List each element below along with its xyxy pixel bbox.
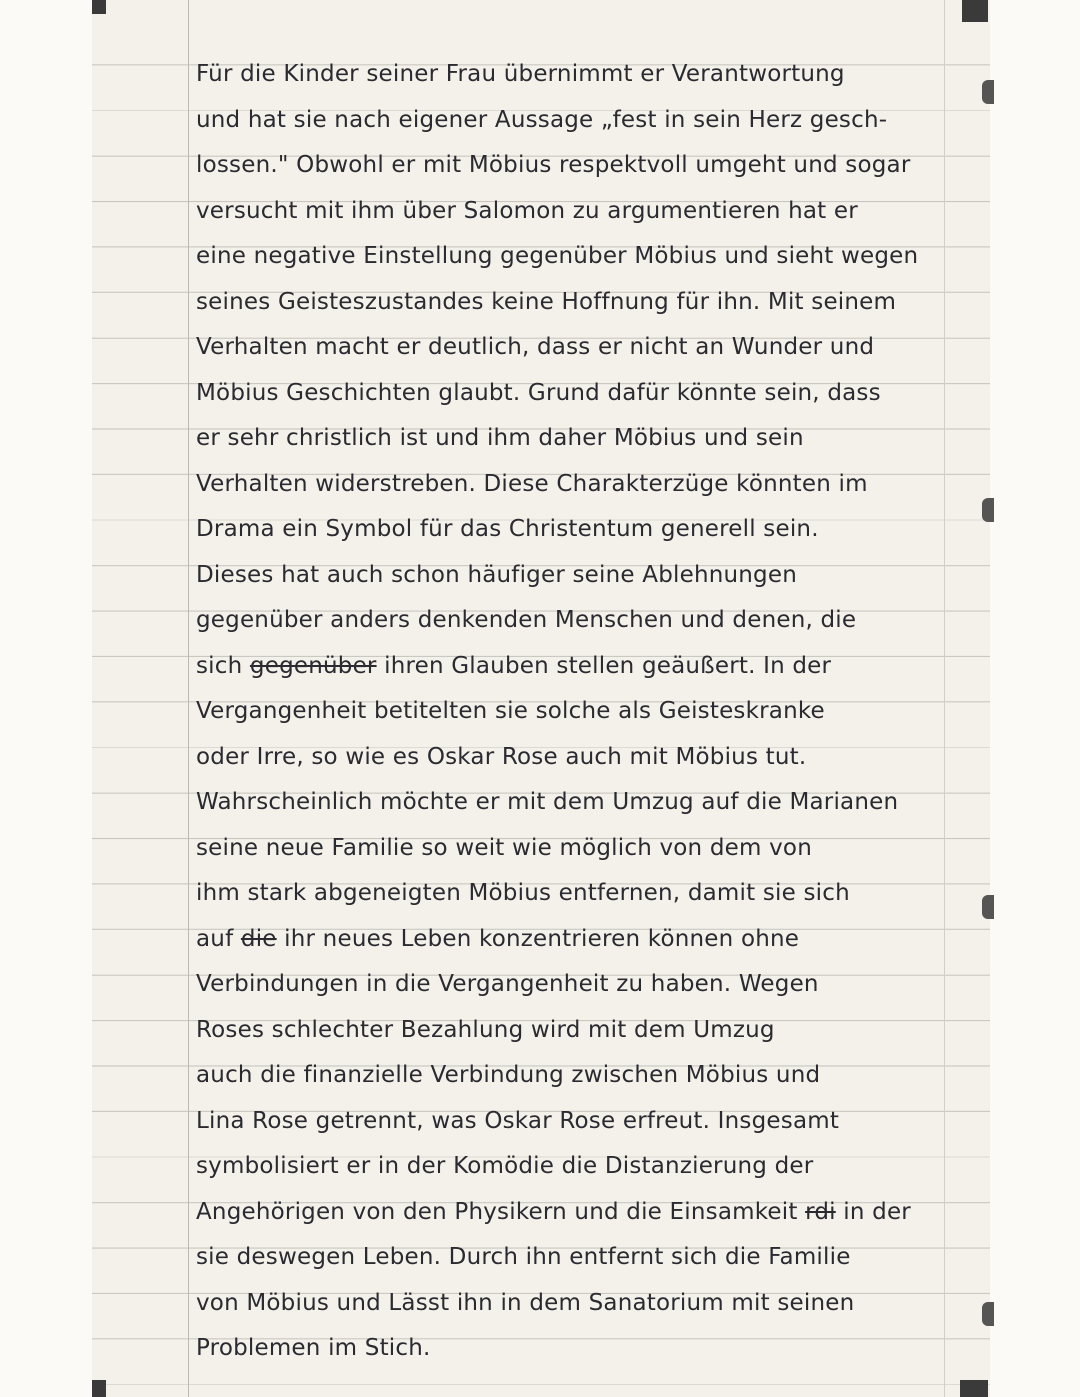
text-segment: Möbius Geschichten glaubt. Grund dafür könnte sein, dass [196, 379, 881, 406]
corner-marker [960, 1380, 988, 1397]
text-line [196, 1144, 946, 1190]
text-segment: Problemen im Stich. [196, 1335, 431, 1361]
text-segment: Angehörigen von den Physikern und die Einsamkeit [196, 1198, 806, 1225]
text-segment: Drama ein Symbol für das Christentum generell sein. [196, 516, 819, 542]
text-line [196, 780, 946, 826]
text-line [196, 143, 946, 189]
text-line [196, 1008, 946, 1054]
text-line [196, 280, 946, 326]
text-line [196, 325, 946, 371]
text-segment: versucht mit ihm über Salomon zu argumentieren hat er [196, 197, 858, 224]
text-line [196, 462, 946, 508]
text-line [196, 371, 946, 417]
text-segment: Dieses hat auch schon häufiger seine Ablehnungen [196, 561, 797, 588]
text-segment: auch die finanzielle Verbindung zwischen Möbius und [196, 1062, 821, 1088]
text-line [196, 553, 946, 599]
text-line [196, 52, 946, 98]
text-line [196, 917, 946, 963]
text-segment: seines Geisteszustandes keine Hoffnung für ihn. Mit seinem [196, 288, 897, 315]
text-line [196, 871, 946, 917]
binder-hole [982, 1302, 994, 1326]
text-line [196, 416, 946, 462]
text-segment: Roses schlechter Bezahlung wird mit dem Umzug [196, 1016, 775, 1043]
text-segment: in der [835, 1198, 911, 1225]
binder-hole [982, 80, 994, 104]
text-segment: ihren Glauben stellen geäußert. In der [376, 652, 832, 679]
struck-word: die [240, 925, 277, 952]
text-segment: lossen." Obwohl er mit Möbius respektvoll umgeht und sogar [196, 152, 911, 178]
text-line [196, 598, 946, 644]
text-segment: seine neue Familie so weit wie möglich von dem von [196, 834, 812, 861]
text-line [196, 1235, 946, 1281]
text-segment: Verhalten macht er deutlich, dass er nicht an Wunder und [196, 334, 875, 360]
text-line [196, 644, 946, 690]
text-segment: Lina Rose getrennt, was Oskar Rose erfreut. Insgesamt [196, 1107, 840, 1134]
struck-word: rdi [805, 1198, 836, 1225]
text-segment: Verhalten widerstreben. Diese Charakterzüge könnten im [196, 470, 868, 497]
binder-hole [982, 895, 994, 919]
text-line [196, 1190, 946, 1236]
text-segment: Für die Kinder seiner Frau übernimmt er Verantwortung [196, 61, 845, 87]
text-line [196, 189, 946, 235]
margin-line [188, 0, 189, 1397]
corner-marker [92, 0, 106, 14]
text-segment: ihr neues Leben konzentrieren können ohne [276, 925, 800, 952]
text-line [196, 1281, 946, 1327]
text-line [196, 507, 946, 553]
text-segment: symbolisiert er in der Komödie die Distanzierung der [196, 1153, 814, 1179]
corner-marker [92, 1380, 106, 1397]
text-line [196, 1053, 946, 1099]
handwritten-text [196, 52, 946, 1372]
text-segment: gegenüber anders denkenden Menschen und denen, die [196, 607, 857, 633]
text-line [196, 98, 946, 144]
text-segment: er sehr christlich ist und ihm daher Möbius und sein [196, 425, 804, 451]
text-line [196, 962, 946, 1008]
text-segment: sie deswegen Leben. Durch ihn entfernt sich die Familie [196, 1244, 851, 1270]
binder-hole [982, 498, 994, 522]
text-segment: und hat sie nach eigener Aussage „fest in sein Herz gesch- [196, 106, 888, 133]
text-segment: Verbindungen in die Vergangenheit zu haben. Wegen [196, 971, 819, 997]
text-segment: sich [196, 652, 250, 679]
text-line [196, 234, 946, 280]
text-segment: oder Irre, so wie es Oskar Rose auch mit Möbius tut. [196, 743, 807, 770]
text-segment: Wahrscheinlich möchte er mit dem Umzug auf die Marianen [196, 789, 899, 815]
text-segment: ihm stark abgeneigten Möbius entfernen, damit sie sich [196, 880, 850, 906]
text-line [196, 826, 946, 872]
text-segment: Vergangenheit betitelten sie solche als Geisteskranke [196, 698, 825, 724]
corner-marker [962, 0, 988, 22]
text-line [196, 689, 946, 735]
text-line [196, 1326, 946, 1372]
struck-word: gegenüber [249, 652, 377, 679]
text-segment: von Möbius und Lässt ihn in dem Sanatorium mit seinen [196, 1289, 855, 1316]
text-segment: auf [196, 925, 241, 952]
text-segment: eine negative Einstellung gegenüber Möbius und sieht wegen [196, 243, 919, 269]
text-line [196, 735, 946, 781]
text-line [196, 1099, 946, 1145]
